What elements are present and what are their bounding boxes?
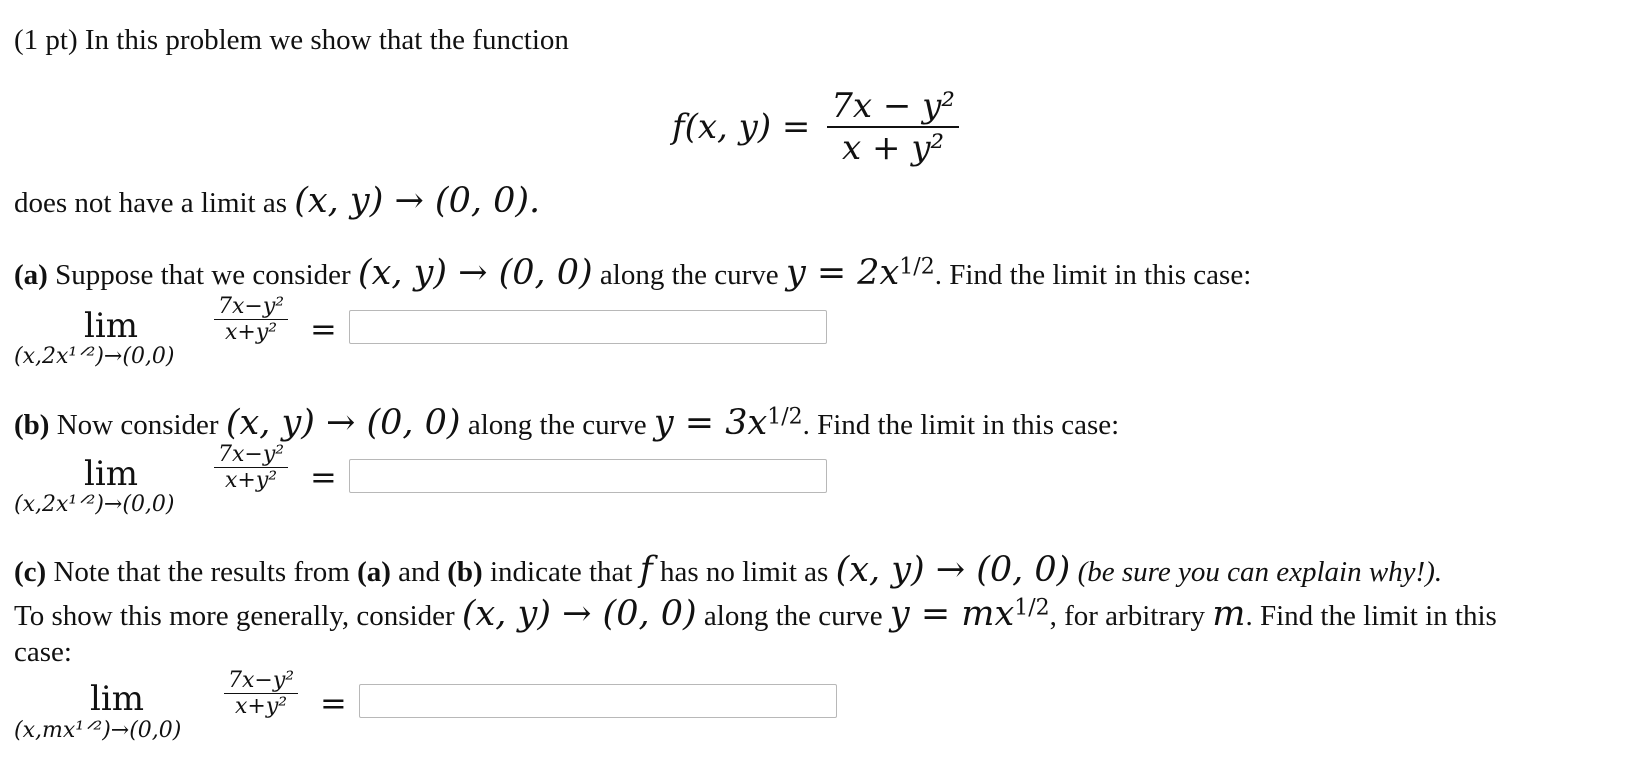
part-c-curve: y = mx xyxy=(889,594,1015,634)
function-display xyxy=(672,86,959,168)
part-a-label: (a) xyxy=(14,259,48,291)
part-b-curve: y = 3x xyxy=(653,403,768,443)
part-c-prompt-line2: To show this more generally, consider (x, y) → (0, 0) along the curve $y = mx^{1/2}$, for arbitrary m. Find the limit in this xyxy=(14,594,1497,634)
part-b-fraction: $\frac{\text{7x−y²}}{\text{x+y²}}$ xyxy=(214,442,288,493)
part-b-lim-subscript: (x,2x¹ᐟ²)→(0,0) xyxy=(14,492,175,517)
intro-text: In this problem we show that the function xyxy=(77,24,569,56)
part-c-prompt-line3: case: xyxy=(14,636,72,668)
part-a-equals: = xyxy=(310,310,337,348)
statement-text: does not have a limit as xyxy=(14,187,295,219)
function-numerator: 7x − y² xyxy=(831,86,955,126)
part-a-lim: lim xyxy=(84,306,138,346)
function-lhs: f(x, y) = xyxy=(672,107,811,147)
part-b-lim: lim xyxy=(84,454,138,494)
statement-line xyxy=(14,181,541,221)
part-c-path: (x, y) → (0, 0) xyxy=(835,550,1071,590)
part-a-curve: y = 2x xyxy=(785,253,900,293)
part-c-lim: lim xyxy=(90,679,144,719)
part-b-label: (b) xyxy=(14,409,50,441)
part-b-answer-input[interactable] xyxy=(349,459,827,493)
part-a-lim-subscript: (x,2x¹ᐟ²)→(0,0) xyxy=(14,344,175,369)
part-a-path: (x, y) → (0, 0) xyxy=(357,253,593,293)
part-b-equals: = xyxy=(310,458,337,496)
part-a-fraction: $\frac{\text{7x−y²}}{\text{x+y²}}$ xyxy=(214,294,288,345)
function-fraction xyxy=(827,86,959,168)
function-denominator: x + y² xyxy=(842,128,945,168)
part-c-answer-input[interactable] xyxy=(359,684,837,718)
part-b-prompt: (b) Now consider (x, y) → (0, 0) along the curve $y = 3x^{1/2}$. Find the limit in this case: xyxy=(14,403,1120,443)
part-c-note: (be sure you can explain why!). xyxy=(1070,556,1443,588)
part-c-equals: = xyxy=(320,684,347,722)
statement-math: (x, y) → (0, 0). xyxy=(294,181,541,221)
part-c-label: (c) xyxy=(14,556,47,588)
part-b-path: (x, y) → (0, 0) xyxy=(225,403,461,443)
intro-line xyxy=(14,26,569,55)
part-c-fraction: $\frac{\text{7x−y²}}{\text{x+y²}}$ xyxy=(224,668,298,719)
part-c-lim-subscript: (x,mx¹ᐟ²)→(0,0) xyxy=(14,718,182,743)
points-label: (1 pt) xyxy=(14,24,78,56)
part-c-prompt-line1: (c) Note that the results from (a) and (b) indicate that f has no limit as (x, y) → (0, 0) (be sure you can explain why!). xyxy=(14,550,1443,590)
part-a-answer-input[interactable] xyxy=(349,310,827,344)
part-a-prompt: (a) Suppose that we consider (x, y) → (0, 0) along the curve $y = 2x^{1/2}$. Find the limit in this case: xyxy=(14,253,1252,293)
